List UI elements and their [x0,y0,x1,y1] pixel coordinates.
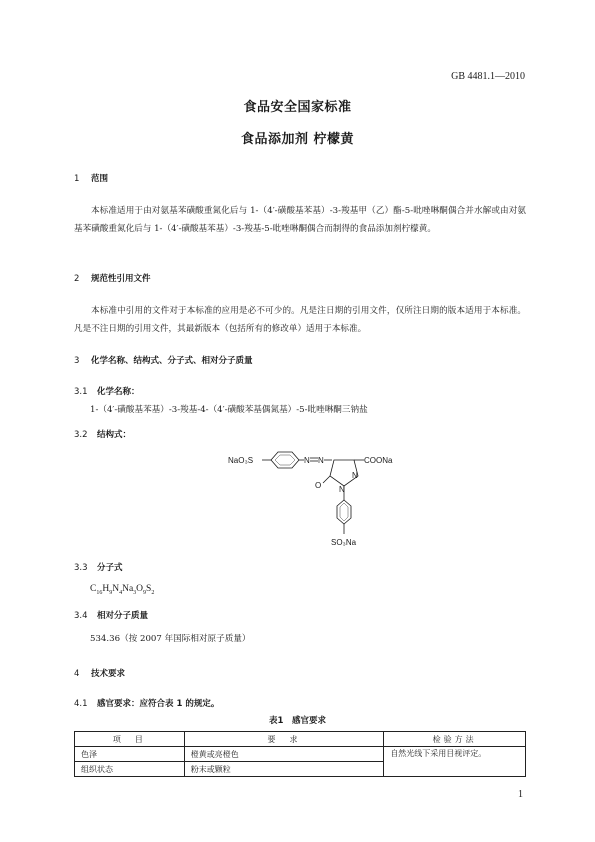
section-number: 3 [74,356,80,366]
section-number: 4 [74,669,80,679]
section-2-paragraph: 本标准中引用的文件对于本标准的应用是必不可少的。凡是注日期的引用文件，仅所注日期的版本适用于本标准。凡是不注日期的引用文件，其最新版本（包括所有的修改单）适用于本标准。 [74,306,526,334]
benzene-ring-2-inner [340,503,348,521]
section-4-1-heading [74,697,219,709]
standard-number: GB 4481.1—2010 [451,71,525,82]
molecular-formula: $C_{16}H_9N_4Na_3O_9S_2$ [90,584,155,596]
section-4-heading [74,667,125,679]
section-number: 3.3 [74,563,88,573]
carbonyl-oxygen: O [315,481,322,490]
table-header-requirement: 要 求 [184,732,384,747]
section-number: 3.1 [74,387,88,397]
section-3-3-heading [74,561,123,573]
document-title-line1: 食品安全国家标准 [243,100,352,115]
table-header-row [75,732,526,747]
ring-nitrogen-1: N [352,471,358,480]
chemical-name: 1-（4′-磺酸基苯基）-3-羧基-4-（4′-磺酸苯基偶氮基）-5-吡唑啉酮三钠盐 [90,405,368,415]
sulfonate-group-bottom: SO₃Na [331,538,357,547]
section-title: 相对分子质量 [97,611,149,621]
page-number: 1 [518,789,523,800]
section-title: 规范性引用文件 [91,274,151,284]
table-cell-requirement: 粉末或颗粒 [184,762,384,777]
azo-nitrogen-a: N [304,456,310,465]
section-1-paragraph: 本标准适用于由对氨基苯磺酸重氮化后与 1-（4′-磺酸基苯基）-3-羧基甲（乙）酯-5-吡唑啉酮偶合并水解或由对氨基苯磺酸重氮化后与 1-（4′-磺酸基苯基）-3-羧基-5-吡唑啉酮偶合而制得的食品添加剂柠檬黄。 [74,206,526,234]
table-cell-requirement: 橙黄或亮橙色 [184,747,384,762]
section-title: 结构式： [97,430,132,440]
table-header-method: 检验方法 [384,732,526,747]
document-title-line2: 食品添加剂 柠檬黄 [240,132,355,147]
table-cell-item: 色泽 [75,747,185,762]
table-cell-item: 组织状态 [75,762,185,777]
section-title: 范围 [91,174,109,184]
section-number: 3.4 [74,611,88,621]
sulfonate-group-left: NaO₃S [228,456,254,465]
section-title: 分子式 [97,563,123,573]
section-number: 3.2 [74,430,88,440]
section-3-4-heading [74,609,148,621]
table-cell-method: 自然光线下采用目视评定。 [384,747,526,777]
carbonyl-bond [323,476,330,483]
benzene-ring-2 [337,500,351,524]
section-number: 1 [74,174,80,184]
sensory-requirements-table [74,731,526,777]
section-number: 4.1 [74,699,88,709]
ring-nitrogen-2: N [339,485,345,494]
section-title: 技术要求 [91,669,126,679]
table-1-caption: 表1 感官要求 [269,716,326,726]
carboxylate-group: COONa [364,456,393,465]
molecular-weight: 534.36（按 2007 年国际相对原子质量） [90,634,251,644]
section-title: 化学名称： [97,387,140,397]
benzene-ring-1-inner [275,455,295,465]
azo-nitrogen-b: N [318,456,324,465]
table-row [75,747,526,762]
section-number: 2 [74,274,80,284]
section-title: 化学名称、结构式、分子式、相对分子质量 [91,356,253,366]
section-title: 感官要求：应符合表 1 的规定。 [97,699,220,709]
table-header-item: 项 目 [75,732,185,747]
